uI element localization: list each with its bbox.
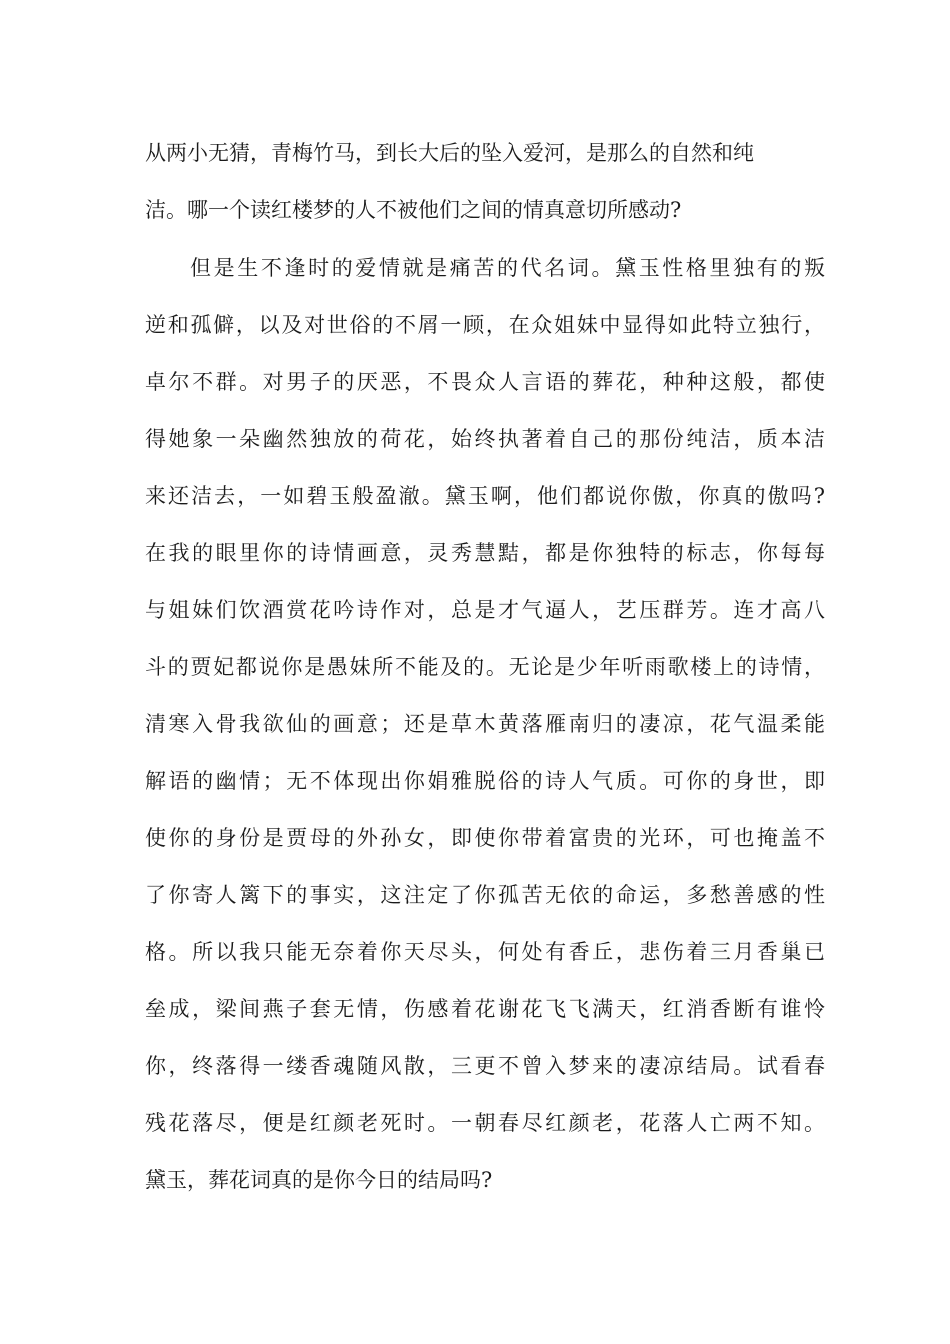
text-line: 与姐妹们饮酒赏花吟诗作对，总是才气逼人，艺压群芳。连才高八 <box>145 598 825 622</box>
text-line: 斗的贾妃都说你是愚妹所不能及的。无论是少年听雨歌楼上的诗情， <box>145 655 825 679</box>
text-line: 你，终落得一缕香魂随风散，三更不曾入梦来的凄凉结局。试看春 <box>145 1054 825 1078</box>
text-line: 格。所以我只能无奈着你天尽头，何处有香丘，悲伤着三月香巢已 <box>145 940 825 964</box>
text-line: 清寒入骨我欲仙的画意；还是草木黄落雁南归的凄凉，花气温柔能 <box>145 712 825 736</box>
text-line: 从两小无猜，青梅竹马，到长大后的坠入爱河，是那么的自然和纯 <box>145 141 754 165</box>
text-line: 在我的眼里你的诗情画意，灵秀慧黠，都是你独特的标志，你每每 <box>145 541 825 565</box>
text-line: 解语的幽情；无不体现出你娟雅脱俗的诗人气质。可你的身世，即 <box>145 769 825 793</box>
text-line: 垒成，梁间燕子套无情，伤感着花谢花飞飞满天，红消香断有谁怜 <box>145 997 825 1021</box>
text-line: 来还洁去，一如碧玉般盈澈。黛玉啊，他们都说你傲，你真的傲吗? <box>145 484 825 508</box>
paragraph-first-line: 但是生不逢时的爱情就是痛苦的代名词。黛玉性格里独有的叛 <box>190 256 825 280</box>
text-line: 残花落尽，便是红颜老死时。一朝春尽红颜老，花落人亡两不知。 <box>145 1111 825 1135</box>
text-line: 洁。哪一个读红楼梦的人不被他们之间的情真意切所感动? <box>145 198 682 222</box>
text-line: 逆和孤僻，以及对世俗的不屑一顾，在众姐妹中显得如此特立独行， <box>145 313 825 337</box>
text-line: 黛玉，葬花词真的是你今日的结局吗? <box>145 1168 493 1192</box>
text-line: 得她象一朵幽然独放的荷花，始终执著着自己的那份纯洁，质本洁 <box>145 427 825 451</box>
text-line: 使你的身份是贾母的外孙女，即使你带着富贵的光环，可也掩盖不 <box>145 826 825 850</box>
text-line: 卓尔不群。对男子的厌恶，不畏众人言语的葬花，种种这般，都使 <box>145 370 825 394</box>
text-line: 了你寄人篱下的事实，这注定了你孤苦无依的命运，多愁善感的性 <box>145 883 825 907</box>
